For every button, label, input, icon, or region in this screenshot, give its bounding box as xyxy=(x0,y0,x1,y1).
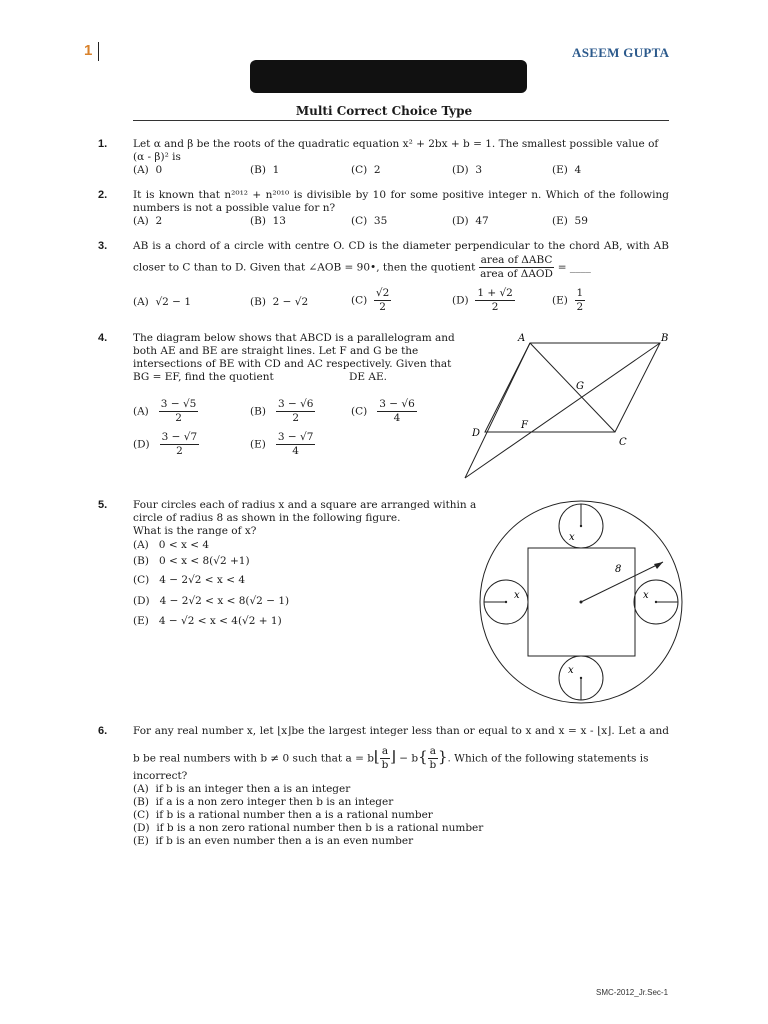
center-dot xyxy=(580,601,583,604)
q6-option-e: (E) if b is an even number then a is an even number xyxy=(133,835,414,847)
q2-option-a: (A) 2 xyxy=(133,215,163,227)
q5-text-line2: circle of radius 8 as shown in the following figure. xyxy=(133,512,401,524)
section-title: Multi Correct Choice Type xyxy=(295,104,473,118)
q2-option-b: (B) 13 xyxy=(250,215,286,227)
q4-text-line2: both AE and BE are straight lines. Let F and G be the xyxy=(133,345,419,357)
q6-option-d: (D) if b is a non zero rational number then b is a rational number xyxy=(133,822,484,834)
label-d: D xyxy=(472,428,481,439)
line-ae xyxy=(465,343,530,478)
q1-option-b: (B) 1 xyxy=(250,164,280,176)
q3-option-e: (E) $\frac{1}{2}$ xyxy=(552,287,584,313)
q4-option-d: (D) $\frac{3 - √7}{2}$ xyxy=(133,431,198,457)
q5-option-e: (E) 4 − √2 < x < 4(√2 + 1) xyxy=(133,615,282,627)
q2-option-d: (D) 47 xyxy=(452,215,489,227)
q4-text-line1: The diagram below shows that ABCD is a parallelogram and xyxy=(133,332,455,344)
q1-text-line2: (α - β)² is xyxy=(133,151,181,163)
line-be xyxy=(465,343,660,478)
q5-number: 5. xyxy=(98,499,108,511)
label-x-top: x xyxy=(569,532,575,543)
q3-option-a: (A) √2 − 1 xyxy=(133,296,191,308)
q1-option-d: (D) 3 xyxy=(452,164,482,176)
q2-option-e: (E) 59 xyxy=(552,215,588,227)
parallelogram-diagram xyxy=(455,328,685,483)
label-x-bottom: x xyxy=(568,665,574,676)
q3-number: 3. xyxy=(98,240,108,252)
q2-text-line1: It is known that n²⁰¹² + n²⁰¹⁰ is divisible by 10 for some positive integer n. Which of the following xyxy=(133,189,669,201)
q1-option-e: (E) 4 xyxy=(552,164,582,176)
footer-code: SMC-2012_Jr.Sec-1 xyxy=(596,988,669,997)
q3-area-fraction: $\frac{\text{area of ΔABC}}{\text{area of ΔAOD}}$ xyxy=(480,254,553,280)
q5-text-line3: What is the range of x? xyxy=(133,525,257,537)
q1-text-line1: Let α and β be the roots of the quadratic equation x² + 2bx + b = 1. The smallest possible value of xyxy=(133,138,659,150)
header-divider xyxy=(98,42,99,61)
q4-text-line4: BG = EF, find the quotient xyxy=(133,371,274,383)
radius-arrow-head xyxy=(654,562,663,569)
label-b: B xyxy=(661,333,669,344)
q1-option-a: (A) 0 xyxy=(133,164,163,176)
q4-text-line3: intersections of BE with CD and AC respectively. Given that xyxy=(133,358,452,370)
diagonal-ac xyxy=(530,343,615,432)
q5-option-a: (A) 0 < x < 4 xyxy=(133,539,210,551)
label-x-right: x xyxy=(643,590,649,601)
q3-text-line1: AB is a chord of a circle with centre O. CD is the diameter perpendicular to the chord AB, with AB xyxy=(133,240,669,252)
q3-option-d: (D) $\frac{1 + √2}{2}$ xyxy=(452,287,513,313)
title-banner xyxy=(250,60,527,93)
q1-option-c: (C) 2 xyxy=(351,164,381,176)
q5-option-b: (B) 0 < x < 8(√2 +1) xyxy=(133,555,250,567)
q2-number: 2. xyxy=(98,189,108,201)
author-name: ASEEM GUPTA xyxy=(572,45,670,60)
q6-option-a: (A) if b is an integer then a is an integer xyxy=(133,783,351,795)
q4-number: 4. xyxy=(98,332,108,344)
section-underline xyxy=(133,120,669,121)
q4-option-c: (C) $\frac{3 - √6}{4}$ xyxy=(351,398,415,424)
q6-option-b: (B) if a is a non zero integer then b is an integer xyxy=(133,796,394,808)
q5-option-d: (D) 4 − 2√2 < x < 8(√2 − 1) xyxy=(133,595,290,607)
label-a: A xyxy=(518,333,526,344)
q1-number: 1. xyxy=(98,138,108,150)
q4-text-line4-tail: DE AE. xyxy=(349,371,388,383)
q2-text-line2: numbers is not a possible value for n? xyxy=(133,202,336,214)
q3-text-line2: closer to C than to D. Given that ∠AOB = 90•, then the quotient $\frac{\text{area of ΔABC}}{\text{area of ΔAOD}}$ = ____ xyxy=(133,254,591,280)
label-radius-8: 8 xyxy=(615,564,622,575)
label-c: C xyxy=(619,437,627,448)
q6-option-c: (C) if b is a rational number then a is a rational number xyxy=(133,809,433,821)
q5-option-c: (C) 4 − 2√2 < x < 4 xyxy=(133,574,246,586)
q6-text-line3: incorrect? xyxy=(133,770,188,782)
q3-option-c: (C) $\frac{√2}{2}$ xyxy=(351,287,390,313)
q5-text-line1: Four circles each of radius x and a square are arranged within a xyxy=(133,499,477,511)
page-number: 1 xyxy=(84,42,93,59)
q6-text-line1: For any real number x, let ⌊x⌋be the largest integer less than or equal to x and x = x - ⌊x⌋. Let a and xyxy=(133,725,669,737)
label-f: F xyxy=(521,420,528,431)
q6-text-line2: b be real numbers with b ≠ 0 such that a = b⌊ $\frac{a}{b}$ ⌋ − b{ $\frac{a}{b}$ }. Which of the following statements is xyxy=(133,745,649,771)
q3-option-b: (B) 2 − √2 xyxy=(250,296,309,308)
q4-option-e: (E) $\frac{3 - √7}{4}$ xyxy=(250,431,314,457)
q2-option-c: (C) 35 xyxy=(351,215,388,227)
q4-option-b: (B) $\frac{3 - √6}{2}$ xyxy=(250,398,314,424)
q4-option-a: (A) $\frac{3 - √5}{2}$ xyxy=(133,398,197,424)
q6-number: 6. xyxy=(98,725,108,737)
circles-square-diagram xyxy=(478,498,688,708)
label-g: G xyxy=(576,381,584,392)
label-x-left: x xyxy=(514,590,520,601)
radius-line xyxy=(581,562,663,602)
